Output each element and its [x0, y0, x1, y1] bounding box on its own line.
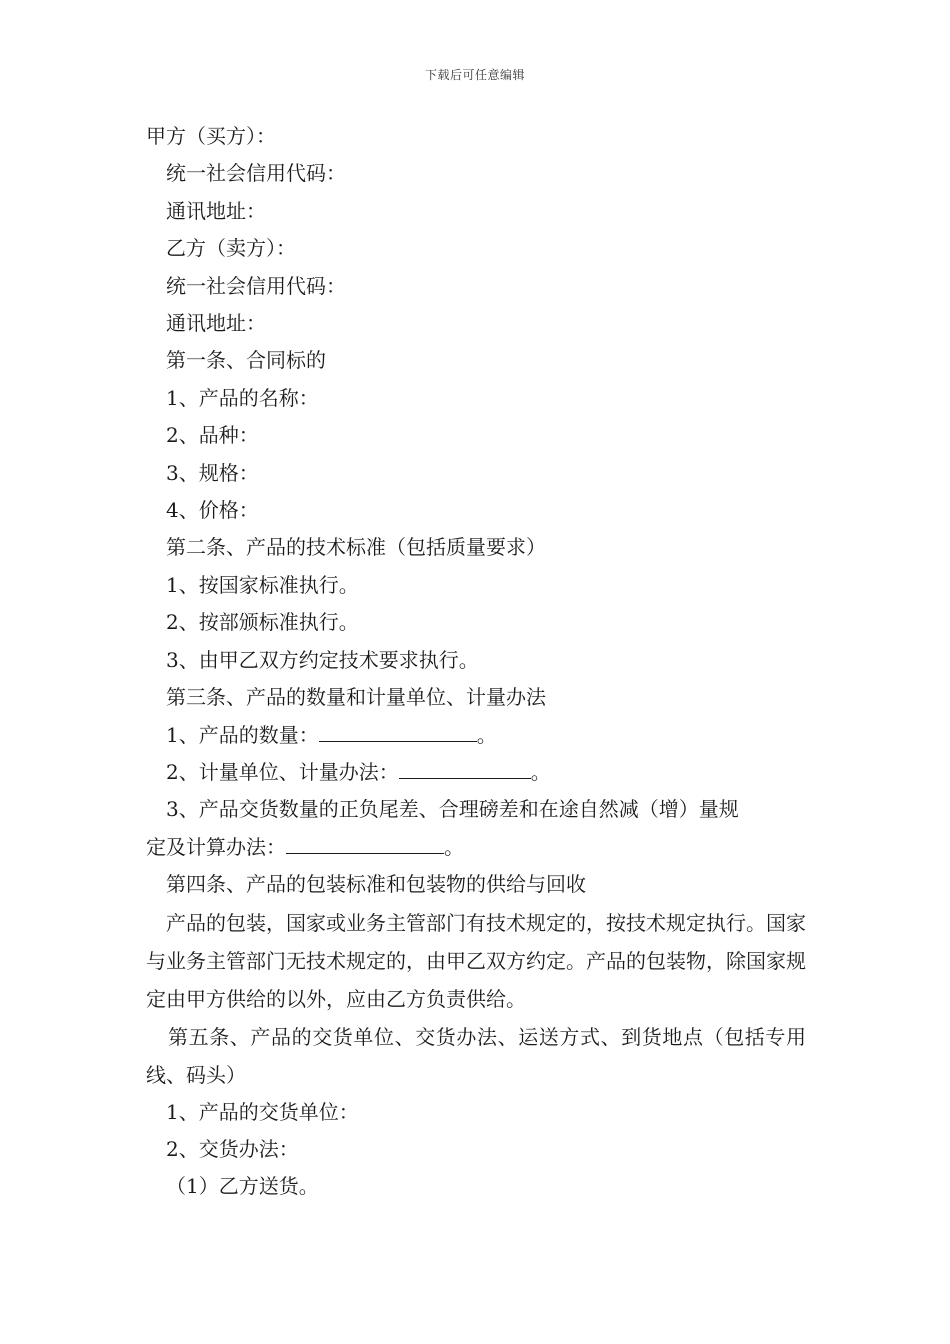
article-3-item-1 — [146, 717, 806, 754]
measure-method-blank-underline — [399, 759, 531, 779]
article-4-body: 产品的包装，国家或业务主管部门有技术规定的，按技术规定执行。国家与业务主管部门无技术规定的，由甲乙双方约定。产品的包装物，除国家规定由甲方供给的以外，应由乙方负责供给。 — [146, 910, 806, 1011]
party-b-address-line: 通讯地址： — [166, 311, 266, 336]
contract-body — [146, 118, 806, 1206]
article-3-item-2 — [146, 754, 806, 791]
article-3-item-1-end: 。 — [476, 722, 497, 747]
party-a-address-line: 通讯地址： — [166, 198, 266, 223]
article-4-heading: 第四条、产品的包装标准和包装物的供给与回收 — [166, 872, 586, 897]
article-2-heading: 第二条、产品的技术标准（包括质量要求） — [166, 535, 546, 560]
article-3-heading: 第三条、产品的数量和计量单位、计量办法 — [166, 685, 546, 710]
quantity-blank-underline — [319, 722, 477, 742]
article-3-item-3-end: 。 — [444, 834, 464, 859]
article-3-item-2-label: 2、计量单位、计量办法： — [166, 759, 399, 784]
article-1-heading: 第一条、合同标的 — [166, 348, 326, 373]
article-3-item-2-end: 。 — [530, 759, 551, 784]
article-2-item-1: 1、按国家标准执行。 — [166, 572, 359, 597]
article-3-item-3-label: 定及计算办法： — [146, 834, 286, 859]
party-b-line: 乙方（卖方）： — [166, 236, 296, 261]
party-b-credit-code-line: 统一社会信用代码： — [166, 273, 346, 298]
article-1-item-4: 4、价格： — [166, 498, 259, 523]
article-2-item-3: 3、由甲乙双方约定技术要求执行。 — [166, 647, 479, 672]
article-5-item-2-sub-1: （1）乙方送货。 — [166, 1174, 319, 1199]
article-1-item-3: 3、规格： — [166, 460, 259, 485]
article-1-item-1: 1、产品的名称： — [166, 385, 319, 410]
article-1-item-2: 2、品种： — [166, 423, 259, 448]
article-3-item-3-line-1: 3、产品交货数量的正负尾差、合理磅差和在途自然减（增）量规 — [166, 797, 739, 822]
calculation-method-blank-underline — [286, 834, 444, 854]
article-2-item-2: 2、按部颁标准执行。 — [166, 610, 359, 635]
party-a-credit-code-line: 统一社会信用代码： — [166, 161, 346, 186]
party-a-line: 甲方（买方）： — [146, 124, 276, 148]
article-5-item-1: 1、产品的交货单位： — [166, 1099, 359, 1124]
page-header-note: 下载后可任意编辑 — [424, 68, 525, 82]
article-3-item-3-line-2 — [146, 829, 806, 866]
article-5-heading: 第五条、产品的交货单位、交货办法、运送方式、到货地点（包括专用线、码头） — [146, 1024, 806, 1087]
article-5-item-2: 2、交货办法： — [166, 1136, 299, 1161]
article-3-item-1-label: 1、产品的数量： — [166, 722, 319, 747]
